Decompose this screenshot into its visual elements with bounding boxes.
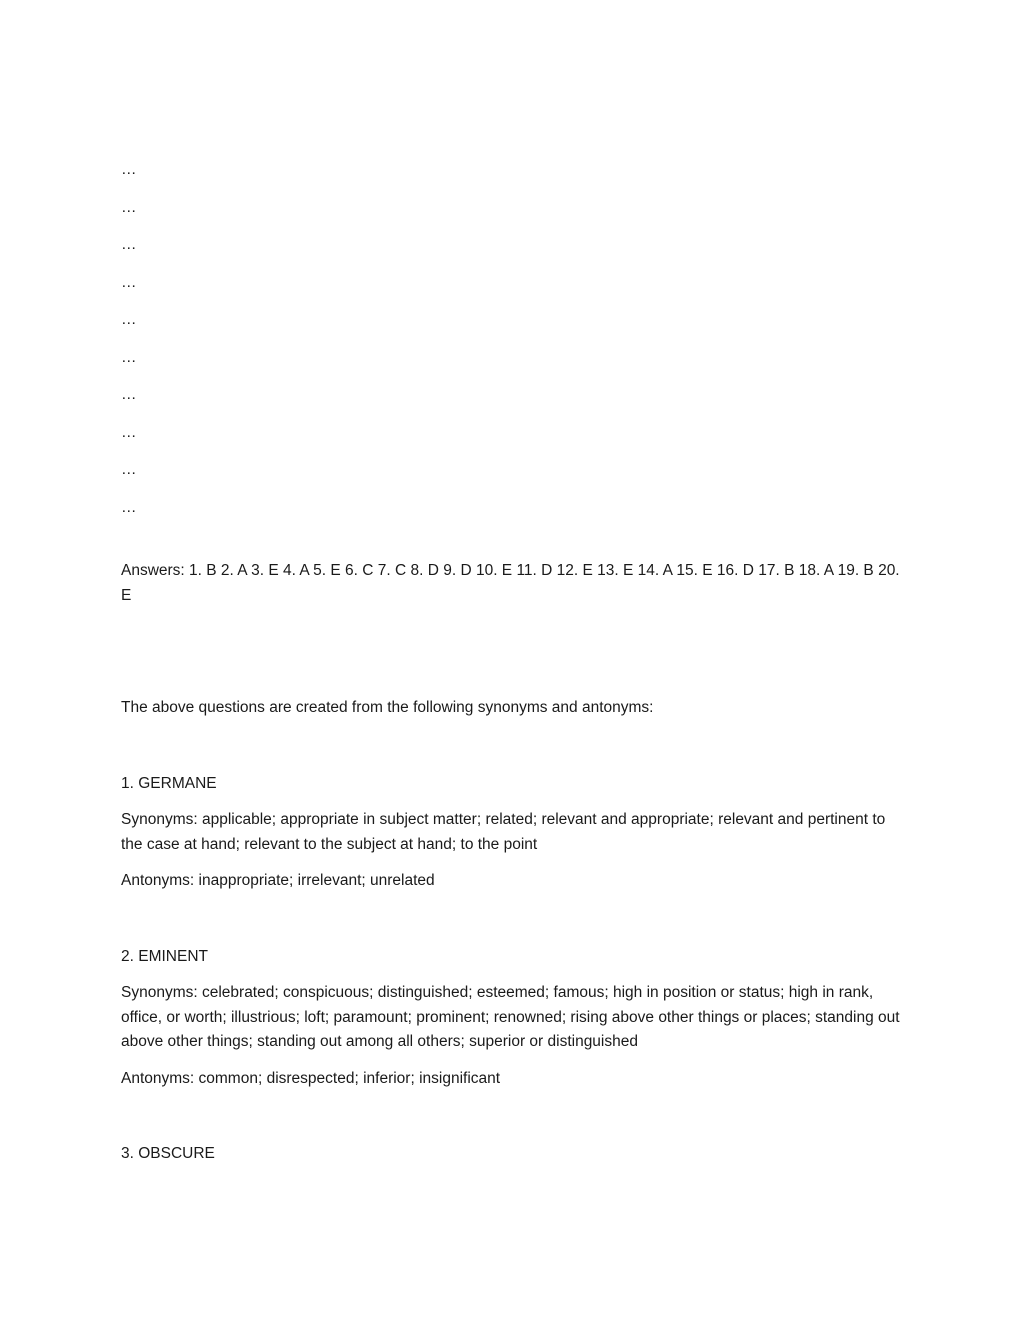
ellipsis-line: … — [121, 423, 137, 441]
ellipsis-list — [121, 158, 911, 533]
ellipsis-line: … — [121, 198, 137, 216]
ellipsis-line: … — [121, 236, 137, 253]
intro-paragraph: The above questions are created from the following synonyms and antonyms: — [121, 699, 654, 716]
entry-term: 2. EMINENT — [121, 947, 208, 965]
entry-eminent — [121, 945, 911, 1092]
ellipsis-line: … — [121, 161, 137, 178]
ellipsis-line: … — [121, 348, 137, 366]
answer-key: Answers: 1. B 2. A 3. E 4. A 5. E 6. C 7. C 8. D 9. D 10. E 11. D 12. E 13. E 14. A 15. E 16. D 17. B 18. A 19. B 20. E — [121, 562, 900, 604]
ellipsis-line: … — [121, 386, 137, 403]
entry-term: 3. OBSCURE — [121, 1145, 215, 1162]
page-content — [121, 158, 911, 1167]
ellipsis-line: … — [121, 461, 137, 478]
entry-synonyms: Synonyms: applicable; appropriate in subject matter; related; relevant and appropriate; relevant and pertinent to the case at hand; relevant to the subject at hand; to the point — [121, 811, 886, 853]
entry-germane — [121, 772, 911, 894]
entry-synonyms: Synonyms: celebrated; conspicuous; distinguished; esteemed; famous; high in position or status; high in rank, office, or worth; illustrious; loft; paramount; prominent; renowned; rising above other things or places; standing out above other things; standing out among all others; superior or distinguished — [121, 984, 900, 1050]
ellipsis-line: … — [121, 273, 137, 291]
entry-obscure — [121, 1142, 911, 1167]
entry-term: 1. GERMANE — [121, 774, 217, 792]
ellipsis-line: … — [121, 498, 137, 516]
entry-antonyms: Antonyms: common; disrespected; inferior; insignificant — [121, 1069, 501, 1087]
entry-antonyms: Antonyms: inappropriate; irrelevant; unrelated — [121, 872, 435, 889]
ellipsis-line: … — [121, 311, 137, 328]
